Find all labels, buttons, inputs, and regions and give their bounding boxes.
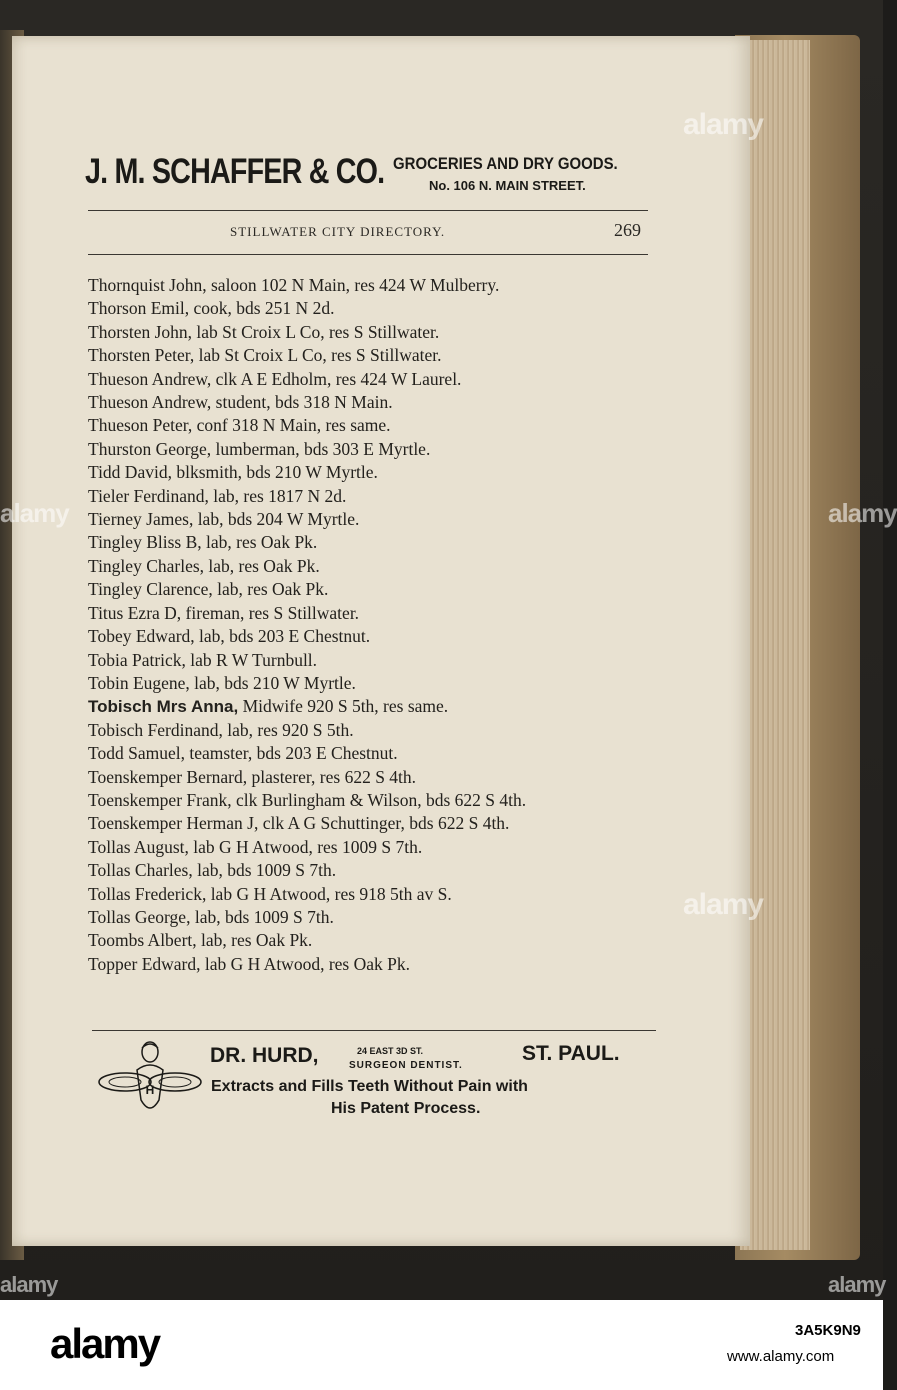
image-id: 3A5K9N9 — [795, 1322, 861, 1339]
list-item: Thueson Andrew, student, bds 318 N Main. — [88, 392, 393, 413]
list-item: Tingley Charles, lab, res Oak Pk. — [88, 555, 320, 576]
dentist-portrait-icon — [95, 1040, 205, 1122]
list-item: Toombs Albert, lab, res Oak Pk. — [88, 930, 313, 951]
dentist-title: SURGEON DENTIST. — [349, 1060, 463, 1071]
footer-rule — [92, 1030, 656, 1031]
list-item: Tidd David, blksmith, bds 210 W Myrtle. — [88, 462, 378, 483]
list-item: Tieler Ferdinand, lab, res 1817 N 2d. — [88, 485, 347, 506]
directory-entries — [88, 274, 658, 976]
watermark-text: alamy — [828, 1272, 886, 1297]
list-item: Topper Edward, lab G H Atwood, res Oak Pk. — [88, 953, 410, 974]
watermark-text: alamy — [683, 888, 764, 921]
list-item: Tollas Charles, lab, bds 1009 S 7th. — [88, 860, 337, 881]
footer-advertisement — [95, 1040, 660, 1130]
bold-entry-rest: Midwife 920 S 5th, res same. — [238, 696, 449, 717]
watermark-text: alamy — [0, 1272, 58, 1297]
list-item: Thurston George, lumberman, bds 303 E Myrtle. — [88, 438, 431, 459]
header-advertisement — [85, 150, 651, 202]
list-item: Tobia Patrick, lab R W Turnbull. — [88, 649, 318, 670]
list-item: Tobin Eugene, lab, bds 210 W Myrtle. — [88, 672, 356, 693]
watermark-text: alamy — [828, 498, 897, 528]
brand-logo: alamy — [50, 1320, 160, 1367]
company-address: No. 106 N. MAIN STREET. — [429, 178, 586, 193]
list-item: Tollas George, lab, bds 1009 S 7th. — [88, 906, 334, 927]
list-item: Toenskemper Bernard, plasterer, res 622 S 4th. — [88, 766, 417, 787]
dentist-name: DR. HURD, — [210, 1044, 319, 1067]
list-item: Tollas Frederick, lab G H Atwood, res 918 5th av S. — [88, 883, 452, 904]
svg-text:H: H — [145, 1083, 155, 1097]
company-goods: GROCERIES AND DRY GOODS. — [393, 154, 618, 173]
list-item: Thorson Emil, cook, bds 251 N 2d. — [88, 298, 335, 319]
ad-tagline-1: Extracts and Fills Teeth Without Pain with — [211, 1078, 528, 1095]
running-head-title: STILLWATER CITY DIRECTORY. — [230, 224, 446, 239]
list-item: Thorsten Peter, lab St Croix L Co, res S Stillwater. — [88, 345, 442, 366]
dentist-address: 24 EAST 3D ST. — [357, 1046, 424, 1056]
dentist-city: ST. PAUL. — [522, 1042, 620, 1065]
list-item: Thorsten John, lab St Croix L Co, res S Stillwater. — [88, 321, 440, 342]
list-item: Thornquist John, saloon 102 N Main, res 424 W Mulberry. — [88, 275, 500, 295]
bold-entry-name: Tobisch Mrs Anna, — [88, 697, 239, 717]
list-item: Toenskemper Herman J, clk A G Schuttinger, bds 622 S 4th. — [88, 813, 510, 834]
list-item: Titus Ezra D, fireman, res S Stillwater. — [88, 602, 360, 623]
company-name: J. M. SCHAFFER & CO. — [85, 152, 385, 191]
list-item: Tobey Edward, lab, bds 203 E Chestnut. — [88, 626, 371, 647]
page-edges — [740, 40, 810, 1250]
ad-tagline-2: His Patent Process. — [331, 1100, 481, 1117]
list-item: Tobisch Ferdinand, lab, res 920 S 5th. — [88, 719, 354, 740]
list-item-bold — [88, 695, 658, 718]
header-rule-bottom — [88, 254, 648, 255]
list-item: Tierney James, lab, bds 204 W Myrtle. — [88, 509, 360, 530]
list-item: Thueson Peter, conf 318 N Main, res same. — [88, 415, 391, 436]
watermark-text: alamy — [683, 108, 764, 141]
list-item: Toenskemper Frank, clk Burlingham & Wilson, bds 622 S 4th. — [88, 789, 527, 810]
list-item: Todd Samuel, teamster, bds 203 E Chestnut. — [88, 743, 398, 764]
watermark-text: alamy — [0, 498, 69, 528]
list-item: Tingley Clarence, lab, res Oak Pk. — [88, 579, 329, 600]
list-item: Tollas August, lab G H Atwood, res 1009 S 7th. — [88, 836, 423, 857]
list-item: Tingley Bliss B, lab, res Oak Pk. — [88, 532, 318, 553]
site-url[interactable]: www.alamy.com — [727, 1348, 835, 1365]
header-rule-top — [88, 210, 648, 211]
list-item: Thueson Andrew, clk A E Edholm, res 424 W Laurel. — [88, 368, 462, 389]
page-number: 269 — [614, 220, 641, 240]
